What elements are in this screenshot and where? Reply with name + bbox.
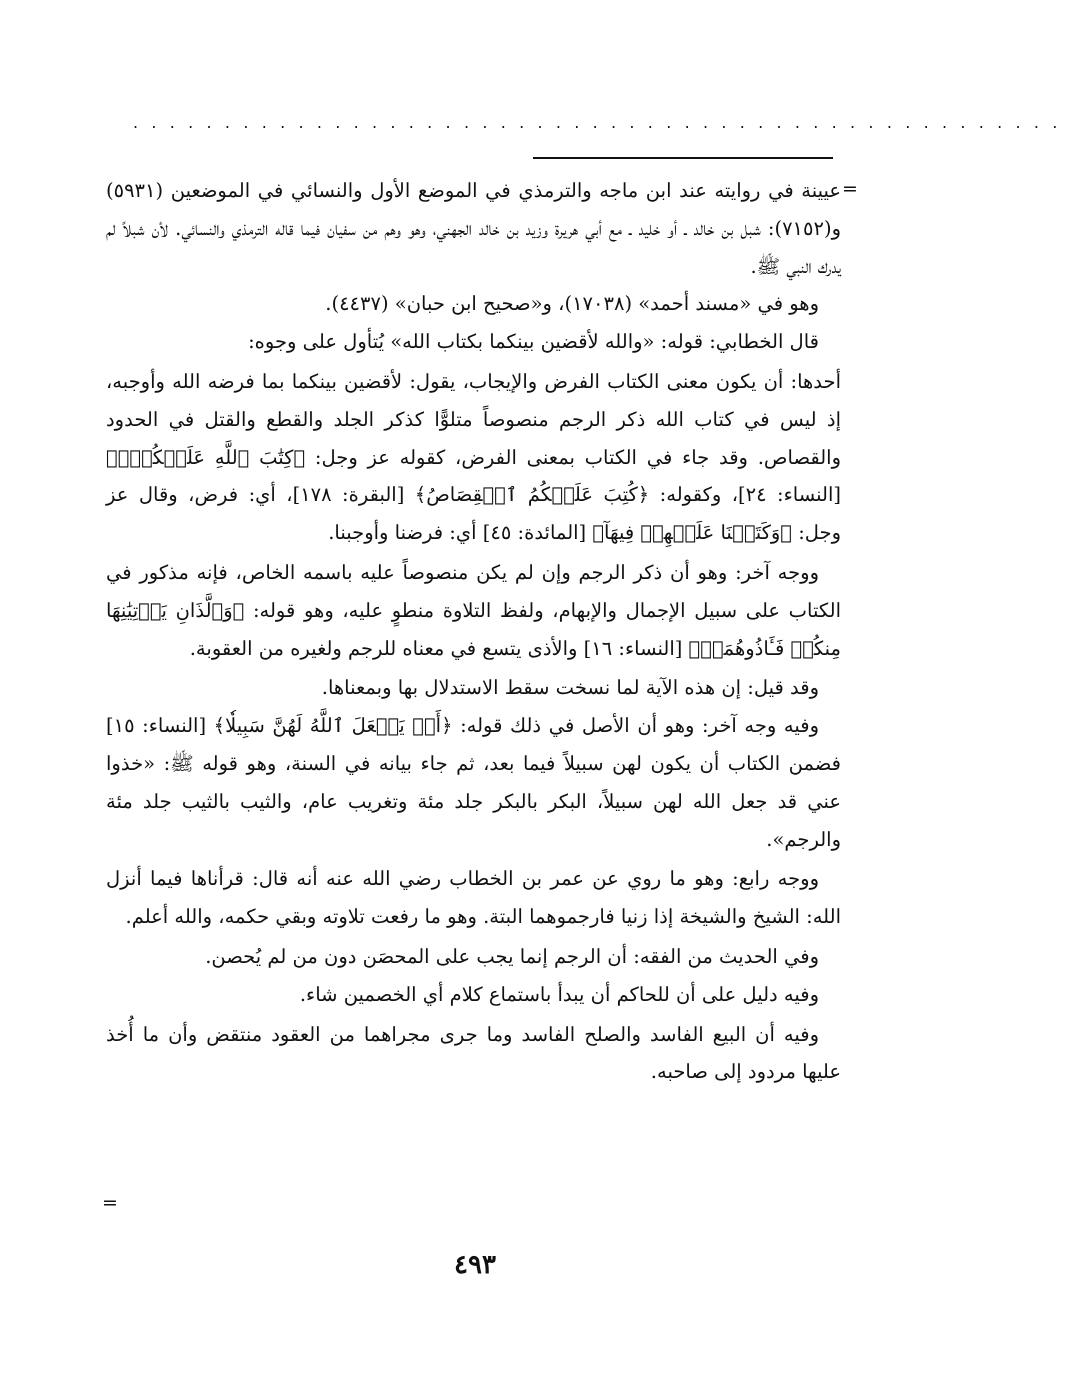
- paragraph-third-aspect: وفيه وجه آخر: وهو أن الأصل في ذلك قوله: ﴿أَوۡ يَجۡعَلَ ٱللَّهُ لَهُنَّ سَبِيلٗا﴾ [النساء: ١٥] فضمن الكتاب أن يكون لهن سبيلاً فيما بعد، ثم جاء بيانه في السنة، وهو قوله ﷺ: «خذوا عني قد جعل الله لهن سبيلاً، البكر بالبكر جلد مئة وتغريب عام، والثيب بالثيب جلد مئة والرجم».: [106, 714, 841, 851]
- footnote-body: [106, 172, 841, 1091]
- paragraph-fiqh: وفي الحديث من الفقه: أن الرجم إنما يجب على المحصَن دون من لم يُحصن.: [205, 944, 819, 968]
- paragraph-first-aspect: أحدها: أن يكون معنى الكتاب الفرض والإيجاب، يقول: لأقضين بينكما بما فرضه الله وأوجبه، إذ ليس في كتاب الله ذكر الرجم منصوصاً متلوًّا كذكر الجلد والقطع والقتل في الحدود والقصاص. وقد جاء في الكتاب بمعنى الفرض، كقوله عز وجل: ﴿كِتَٰبَ ٱللَّهِ عَلَيۡكُمۡۚ﴾ [النساء: ٢٤]، وكقوله: ﴿كُتِبَ عَلَيۡكُمُ ٱلۡقِصَاصُ﴾ [البقرة: ١٧٨]، أي: فرض، وقال عز وجل: ﴿وَكَتَبۡنَا عَلَيۡهِمۡ فِيهَآ﴾ [المائدة: ٤٥] أي: فرضنا وأوجبنا.: [106, 369, 841, 545]
- paragraph-second-aspect: ووجه آخر: وهو أن ذكر الرجم وإن لم يكن منصوصاً عليه باسمه الخاص، فإنه مذكور في الكتاب على سبيل الإجمال والإبهام، ولفظ التلاوة منطوٍ عليه، وهو قوله: ﴿وَٱلَّذَانِ يَأۡتِيَٰنِهَا مِنكُمۡ فَـَٔاذُوهُمَاۖ﴾ [النساء: ١٦] والأذى يتسع في معناه للرجم ولغيره من العقوبة.: [106, 560, 841, 660]
- header-dotted-line: ...................................................: [133, 113, 1071, 132]
- paragraph-source: وهو في «مسند أحمد» (١٧٠٣٨)، و«صحيح ابن حبان» (٤٤٣٧).: [325, 292, 819, 316]
- paragraph-judge: وفيه دليل على أن للحاكم أن يبدأ باستماع كلام أي الخصمين شاء.: [299, 982, 819, 1006]
- continuation-mark-start: =: [842, 178, 858, 200]
- paragraph-abrogation: وقد قيل: إن هذه الآية لما نسخت سقط الاستدلال بها وبمعناها.: [321, 676, 819, 700]
- paragraph-sale: وفيه أن البيع الفاسد والصلح الفاسد وما جرى مجراهما من العقود منتقض وأن ما أُخذ عليها مردود إلى صاحبه.: [106, 1022, 841, 1084]
- paragraph-fourth-aspect: ووجه رابع: وهو ما روي عن عمر بن الخطاب رضي الله عنه أنه قال: قرأناها فيما أنزل الله: الشيخ والشيخة إذا زنيا فارجموهما البتة. وهو ما رفعت تلاوته وبقي حكمه، والله أعلم.: [106, 867, 841, 929]
- footnote-separator-rule: [533, 157, 833, 159]
- paragraph-khattabi: قال الخطابي: قوله: «والله لأقضين بينكما بكتاب الله» يُتأول على وجوه:: [248, 330, 819, 354]
- continuation-mark-end: =: [102, 1192, 118, 1214]
- page-number: ٤٩٣: [454, 1250, 496, 1280]
- paragraph-continuation: عيينة في روايته عند ابن ماجه والترمذي في الموضع الأول والنسائي في الموضعين (٥٩٣١) و(٧١٥٢): شبل بن خالد ـ أو خليد ـ مع أبي هريرة وزيد بن خالد الجهني، وهو وهم من سفيان فيما قاله الترمذي والنسائي. لأن شبلاً لم يدرك النبي ﷺ.: [106, 179, 841, 278]
